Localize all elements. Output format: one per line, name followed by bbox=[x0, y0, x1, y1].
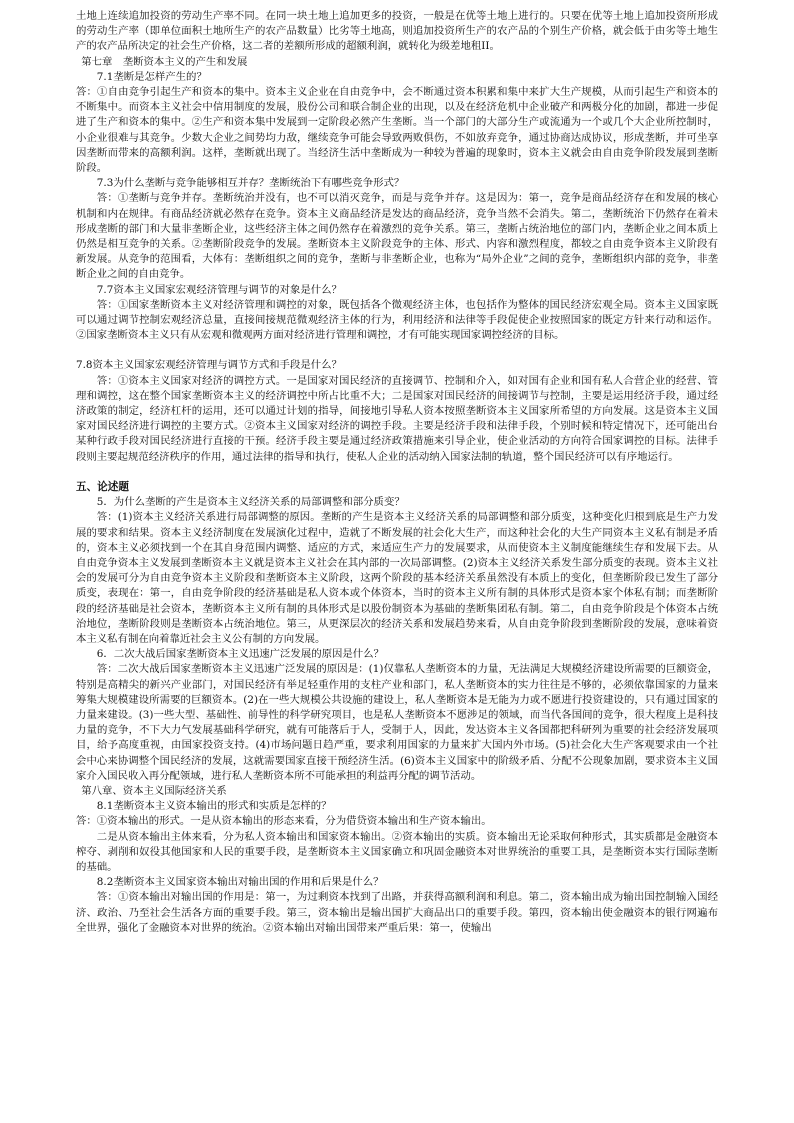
chapter-heading: 第七章 垄断资本主义的产生和发展 bbox=[81, 55, 248, 68]
question-heading: 6．二次大战后国家垄断资本主义迅速广泛发展的原因是什么？ bbox=[96, 648, 384, 661]
section-title: 五、论述题 bbox=[76, 480, 129, 493]
answer-paragraph: 答：①自由竞争引起生产和资本的集中。资本主义企业在自由竞争中，会不断通过资本积累和集中来扩大生产规模，从而引起生产和资本的不断集中。而资本主义社会中信用制度的发展，股份公司和联合制企业的出现，以及在经济危机中企业破产和两极分化的加剧，都进一步促进了生产和资本的集中。②生产和资本集中发展到一定阶段必然产生垄断。当一个部门的大部分生产或流通为一个或几个大企业所控制时，小企业很难与其竞争。少数大企业之间势均力敌，继续竞争可能会导致两败俱伤，不如放弃竞争，通过协商达成协议，形成垄断，并可坐享因垄断而带来的高额利润。这样，垄断就出现了。当经济生活中垄断成为一种较为普遍的现象时，资本主义就会由自由竞争阶段发展到垄断阶段。 bbox=[76, 86, 718, 175]
answer-paragraph: 答：①垄断与竞争并存。垄断统治并没有，也不可以消灭竞争，而是与竞争并存。这是因为：第一，竞争是商品经济存在和发展的核心机制和内在规律。有商品经济就必然存在竞争。资本主义商品经济是发达的商品经济，竞争当然不会消失。第二，垄断统治下仍然存在着未形成垄断的部门和大量非垄断企业，这些经济主体之间仍然存在着激烈的竞争关系。第三，垄断占统治地位的部门内，垄断企业之间本质上仍然是相互竞争的关系。②垄断阶段竞争的发展。垄断资本主义阶段竞争的主体、形式、内容和激烈程度，都较之自由竞争资本主义阶段有新发展。从竞争的范围看，大体有：垄断组织之间的竞争，垄断与非垄断企业，也称为“局外企业”之间的竞争，垄断组织内部的竞争，非垄断企业之间的自由竞争。 bbox=[76, 192, 718, 281]
question-heading: 8.2垄断资本主义国家资本输出对输出国的作用和后果是什么？ bbox=[96, 876, 384, 889]
answer-paragraph: 答：(1)资本主义经济关系进行局部调整的原因。垄断的产生是资本主义经济关系的局部调整和部分质变，这种变化归根到底是生产力发展的要求和结果。资本主义经济制度在发展演化过程中，造就了不断发展的社会化大生产，而这种社会化的大生产同资本主义私有制是矛盾的，资本主义必须找到一个在其自身范围内调整、适应的方式，来适应生产力的发展要求，从而使资本主义制度能继续生存和发展下去。从自由竞争资本主义发展到垄断资本主义就是资本主义社会在其内部的一次局部调整。(2)资本主义经济关系发生部分质变的表现。资本主义社会的发展可分为自由竞争资本主义阶段和垄断资本主义阶段，这两个阶段的基本经济关系虽然没有本质上的变化，但垄断阶段已发生了部分质变，表现在：第一，自由竞争阶段的经济基础是私人资本或个体资本，当时的资本主义所有制的具体形式是资本家个体私有制；而垄断阶段的经济基础是社会资本，垄断资本主义所有制的具体形式是以股份制资本为基础的垄断集团私有制。第二，自由竞争阶段是个体资本占统治地位，垄断阶段则是垄断资本占统治地位。第三，从更深层次的经济关系和发展趋势来看，从自由竞争阶段到垄断阶段的发展，意味着资本主义私有制在向着靠近社会主义公有制的方向发展。 bbox=[76, 511, 718, 645]
answer-paragraph: 答：①资本输出对输出国的作用是：第一，为过剩资本找到了出路，并获得高额利润和利息。第二，资本输出成为输出国控制输入国经济、政治、乃至社会生活各方面的重要手段。第三，资本输出是输出国扩大商品出口的重要手段。第四，资本输出使金融资本的银行网遍布全世界，强化了金融资本对世界的统治。②资本输出对输出国带来严重后果：第一，使输出 bbox=[76, 891, 718, 934]
question-heading: 8.1垄断资本主义资本输出的形式和实质是怎样的？ bbox=[96, 800, 332, 813]
answer-paragraph: 答：①资本主义国家对经济的调控方式。一是国家对国民经济的直接调节、控制和介入，如对国有企业和国有私人合营企业的经营、管理和调控，这在整个国家垄断资本主义的经济调控中所占比重不大；二是国家对国民经济的间接调节与控制，主要是运用经济手段，通过经济政策的制定，经济杠杆的运用，还可以通过计划的指导，间接地引导私人资本按照垄断资本主义国家所希望的方向发展。这是资本主义国家对国民经济进行调控的主要方式。②资本主义国家对经济的调控手段。主要是经济手段和法律手段，个别时候和特定情况下，还可能出台某种行政手段对国民经济进行直接的干预。经济手段主要是通过经济政策措施来引导企业，使企业活动的方向符合国家调控的目标。法律手段则主要起规范经济秩序的作用，通过法律的指导和执行，使私人企业的活动纳入国家法制的轨道，整个国民经济可以有序地运行。 bbox=[76, 374, 718, 463]
spacer bbox=[76, 465, 718, 480]
answer-paragraph: 二是从资本输出主体来看，分为私人资本输出和国家资本输出。②资本输出的实质。资本输出无论采取何种形式，其实质都是金融资本榨夺、剥削和奴役其他国家和人民的重要手段，是垄断资本主义国家确立和巩固金融资本对世界统治的重要工具，是垄断资本实行国际垄断的基础。 bbox=[76, 830, 718, 873]
spacer bbox=[76, 343, 718, 358]
answer-paragraph: 土地上连续追加投资的劳动生产率不同。在同一块土地上追加更多的投资，一般是在优等土地上进行的。只要在优等土地上追加投资所形成的劳动生产率（即单位面积土地所生产的农产品数量）比劣等土地高，则追加投资所生产的农产品的个别生产价格，就会低于由劣等土地生产的农产品所决定的社会生产价格，这二者的差额所形成的超额利润，就转化为级差地租II。 bbox=[76, 10, 718, 53]
chapter-heading: 第八章、资本主义国际经济关系 bbox=[81, 784, 227, 797]
answer-paragraph: 答：二次大战后国家垄断资本主义迅速广泛发展的原因是：(1)仅靠私人垄断资本的力量，无法满足大规模经济建设所需要的巨额资金，特别是高精尖的新兴产业部门，对国民经济有举足轻重作用的支柱产业和部门，私人垄断资本的实力往往是不够的，必须依靠国家的力量来筹集大规模建设所需要的巨额资本。(2)在一些大规模公共设施的建设上，私人垄断资本是无能为力或不愿进行投资建设的，只有通过国家的力量来建设。(3)一些大型、基础性、前导性的科学研究项目，也是私人垄断资本不愿涉足的领域，而当代各国间的竞争，很大程度上是科技力量的竞争，不下大力气发展基础科学研究，就有可能落后于人，受制于人，因此，发达资本主义各国都把科研列为重要的社会经济发展项目，给予高度重视，由国家投资支持。(4)市场问题日趋严重，要求利用国家的力量来扩大国内外市场。(5)社会化大生产客观要求由一个社会中心来协调整个国民经济的发展，这就需要国家直接干预经济生活。(6)资本主义国家中的阶级矛盾、分配不公现象加剧，要求资本主义国家介入国民收入再分配领域，进行私人垄断资本所不可能承担的利益再分配的调节活动。 bbox=[76, 663, 718, 782]
question-heading: 7.8资本主义国家宏观经济管理与调节方式和手段是什么？ bbox=[76, 359, 342, 372]
answer-paragraph: 答：①国家垄断资本主义对经济管理和调控的对象，既包括各个微观经济主体，也包括作为整体的国民经济宏观全局。资本主义国家既可以通过调节控制宏观经济总量，直接间接规范微观经济主体的行为，利用经济和法律等手段促使企业按照国家的既定方针来行动和运作。②国家垄断资本主义只有从宏观和微观两方面对经济进行管理和调控，才有可能实现国家调控经济的目标。 bbox=[76, 298, 718, 342]
question-heading: 5．为什么垄断的产生是资本主义经济关系的局部调整和部分质变？ bbox=[96, 496, 405, 509]
answer-paragraph: 答：①资本输出的形式。一是从资本输出的形态来看，分为借贷资本输出和生产资本输出。 bbox=[76, 815, 492, 828]
document-body bbox=[76, 9, 718, 936]
question-heading: 7.3为什么垄断与竞争能够相互并存？垄断统治下有哪些竞争形式？ bbox=[96, 177, 405, 190]
question-heading: 7.1垄断是怎样产生的？ bbox=[96, 70, 207, 83]
question-heading: 7.7资本主义国家宏观经济管理与调节的对象是什么？ bbox=[96, 283, 342, 296]
